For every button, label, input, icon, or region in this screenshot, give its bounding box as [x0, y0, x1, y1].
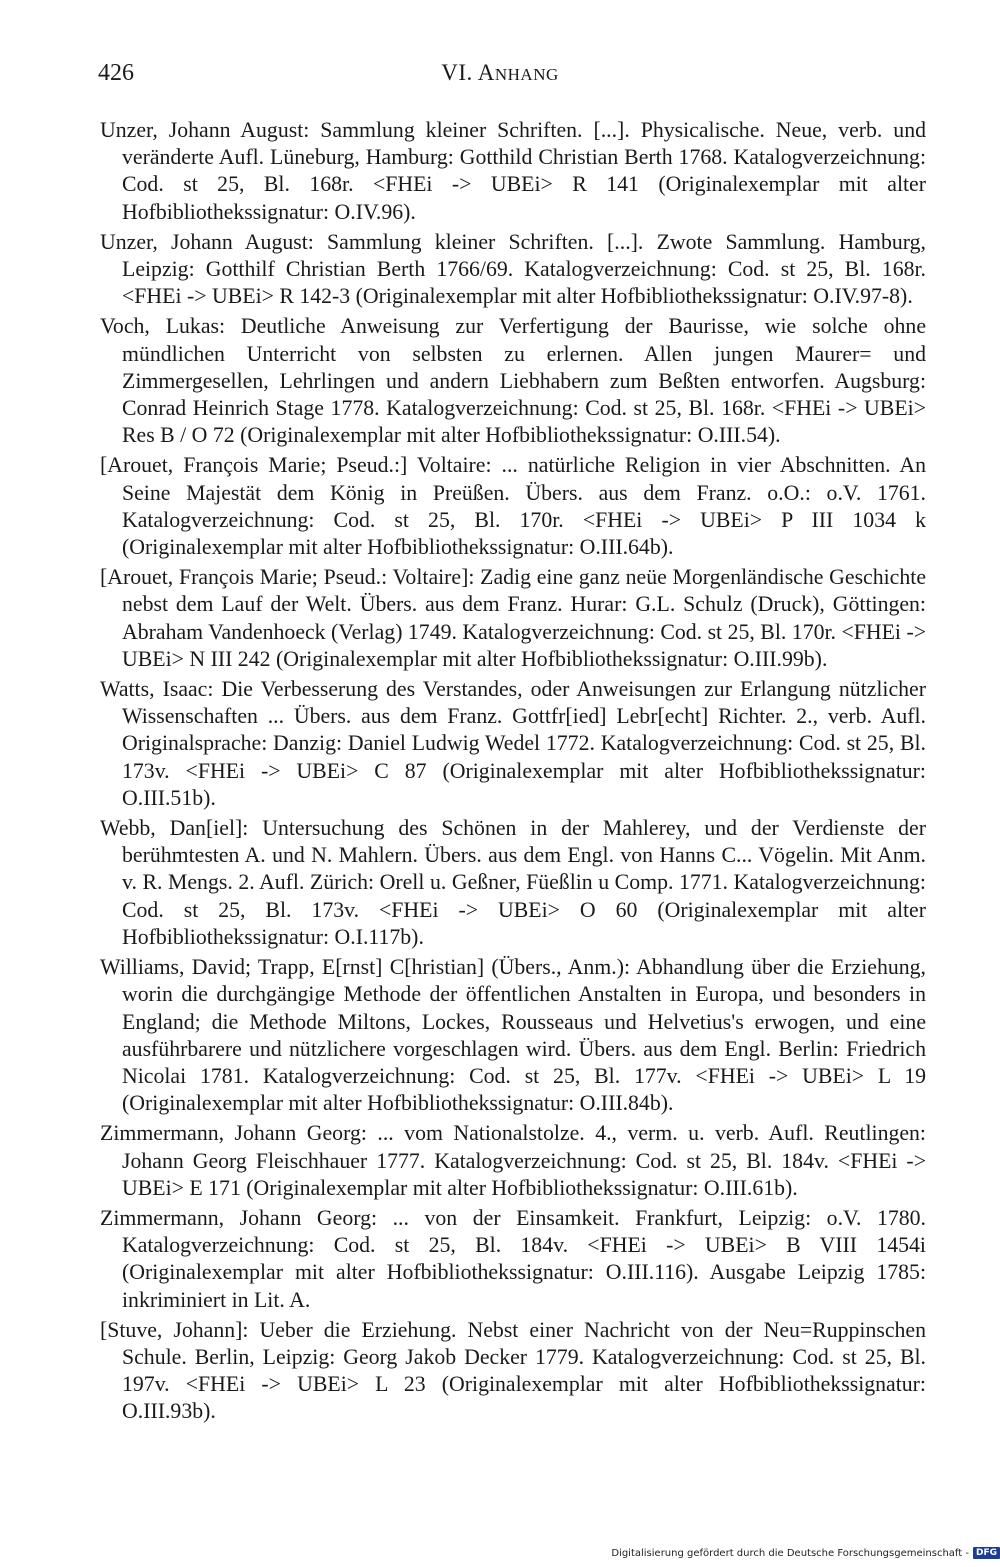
- bibliography-entry: Williams, David; Trapp, E[rnst] C[hristian] (Übers., Anm.): Abhandlung über die Erziehung, worin die durchgängige Methode der öffentlichen Anstalten in Europa, und besonders in England; die Methode Miltons, Lockes, Rousseaus und Helvetius's erwogen, und eine ausführbarere und nützlichere vorgeschlagen wird. Übers. aus dem Engl. Berlin: Friedrich Nicolai 1781. Katalogverzeichnung: Cod. st 25, Bl. 177v. <FHEi -> UBEi> L 19 (Originalexemplar mit alter Hofbibliothekssignatur: O.III.84b).: [100, 955, 926, 1116]
- bibliography-entry: Webb, Dan[iel]: Untersuchung des Schönen in der Mahlerey, und der Verdienste der berühmtesten A. und N. Mahlern. Übers. aus dem Engl. von Hanns C... Vögelin. Mit Anm. v. R. Mengs. 2. Aufl. Zürich: Orell u. Geßner, Füeßlin u Comp. 1771. Katalogverzeichnung: Cod. st 25, Bl. 173v. <FHEi -> UBEi> O 60 (Originalexemplar mit alter Hofbibliothekssignatur: O.I.117b).: [100, 816, 926, 949]
- running-head-numeral: VI. A: [441, 60, 495, 85]
- bibliography-entry: [Arouet, François Marie; Pseud.: Voltaire]: Zadig eine ganz neüe Morgenländische Geschichte nebst dem Lauf der Welt. Übers. aus dem Franz. Hurar: G.L. Schulz (Druck), Göttingen: Abraham Vandenhoeck (Verlag) 1749. Katalogverzeichnung: Cod. st 25, Bl. 170r. <FHEi -> UBEi> N III 242 (Originalexemplar mit alter Hofbibliothekssignatur: O.III.99b).: [100, 565, 926, 671]
- bibliography-list: [100, 117, 926, 1429]
- dfg-logo: DFG: [973, 1547, 1000, 1559]
- bibliography-entry: Zimmermann, Johann Georg: ... vom Nationalstolze. 4., verm. u. verb. Aufl. Reutlingen: Johann Georg Fleischhauer 1777. Katalogverzeichnung: Cod. st 25, Bl. 184v. <FHEi -> UBEi> E 171 (Originalexemplar mit alter Hofbibliothekssignatur: O.III.61b).: [100, 1121, 926, 1200]
- bibliography-entry: Watts, Isaac: Die Verbesserung des Verstandes, oder Anweisungen zur Erlangung nützlicher Wissenschaften ... Übers. aus dem Franz. Gottfr[ied] Lebr[echt] Richter. 2., verb. Aufl. Originalsprache: Danzig: Daniel Ludwig Wedel 1772. Katalogverzeichnung: Cod. st 25, Bl. 173v. <FHEi -> UBEi> C 87 (Originalexemplar mit alter Hofbibliothekssignatur: O.III.51b).: [100, 677, 926, 810]
- bibliography-entry: Unzer, Johann August: Sammlung kleiner Schriften. [...]. Physicalische. Neue, verb. und veränderte Aufl. Lüneburg, Hamburg: Gotthild Christian Berth 1768. Katalogverzeichnung: Cod. st 25, Bl. 168r. <FHEi -> UBEi> R 141 (Originalexemplar mit alter Hofbibliothekssignatur: O.IV.96).: [100, 118, 926, 224]
- digitization-footer: [611, 1547, 1000, 1559]
- running-head: [0, 60, 1000, 86]
- page-number: 426: [98, 60, 134, 86]
- bibliography-entry: Voch, Lukas: Deutliche Anweisung zur Verfertigung der Baurisse, wie solche ohne mündlichen Unterricht von selbsten zu erlernen. Allen jungen Maurer= und Zimmergesellen, Lehrlingen und andern Liebhabern zum Beßten entworfen. Augsburg: Conrad Heinrich Stage 1778. Katalogverzeichnung: Cod. st 25, Bl. 168r. <FHEi -> UBEi> Res B / O 72 (Originalexemplar mit alter Hofbibliothekssignatur: O.III.54).: [100, 314, 926, 448]
- running-head-rest: NHANG: [494, 65, 559, 84]
- bibliography-entry: [Stuve, Johann]: Ueber die Erziehung. Nebst einer Nachricht von der Neu=Ruppinschen Schule. Berlin, Leipzig: Georg Jakob Decker 1779. Katalogverzeichnung: Cod. st 25, Bl. 197v. <FHEi -> UBEi> L 23 (Originalexemplar mit alter Hofbibliothekssignatur: O.III.93b).: [100, 1317, 926, 1424]
- bibliography-entry: [Arouet, François Marie; Pseud.:] Voltaire: ... natürliche Religion in vier Abschnitten. An Seine Majestät dem König in Preüßen. Übers. aus dem Franz. o.O.: o.V. 1761. Katalogverzeichnung: Cod. st 25, Bl. 170r. <FHEi -> UBEi> P III 1034 k (Originalexemplar mit alter Hofbibliothekssignatur: O.III.64b).: [100, 453, 926, 560]
- bibliography-entry: Zimmermann, Johann Georg: ... von der Einsamkeit. Frankfurt, Leipzig: o.V. 1780. Katalogverzeichnung: Cod. st 25, Bl. 184v. <FHEi -> UBEi> B VIII 1454i (Originalexemplar mit alter Hofbibliothekssignatur: O.III.116). Ausgabe Leipzig 1785: inkriminiert in Lit. A.: [100, 1205, 926, 1312]
- bibliography-entry: Unzer, Johann August: Sammlung kleiner Schriften. [...]. Zwote Sammlung. Hamburg, Leipzig: Gotthilf Christian Berth 1766/69. Katalogverzeichnung: Cod. st 25, Bl. 168r. <FHEi -> UBEi> R 142-3 (Originalexemplar mit alter Hofbibliothekssignatur: O.IV.97-8).: [100, 229, 926, 309]
- footer-note: Digitalisierung gefördert durch die Deutsche Forschungsgemeinschaft -: [611, 1547, 969, 1559]
